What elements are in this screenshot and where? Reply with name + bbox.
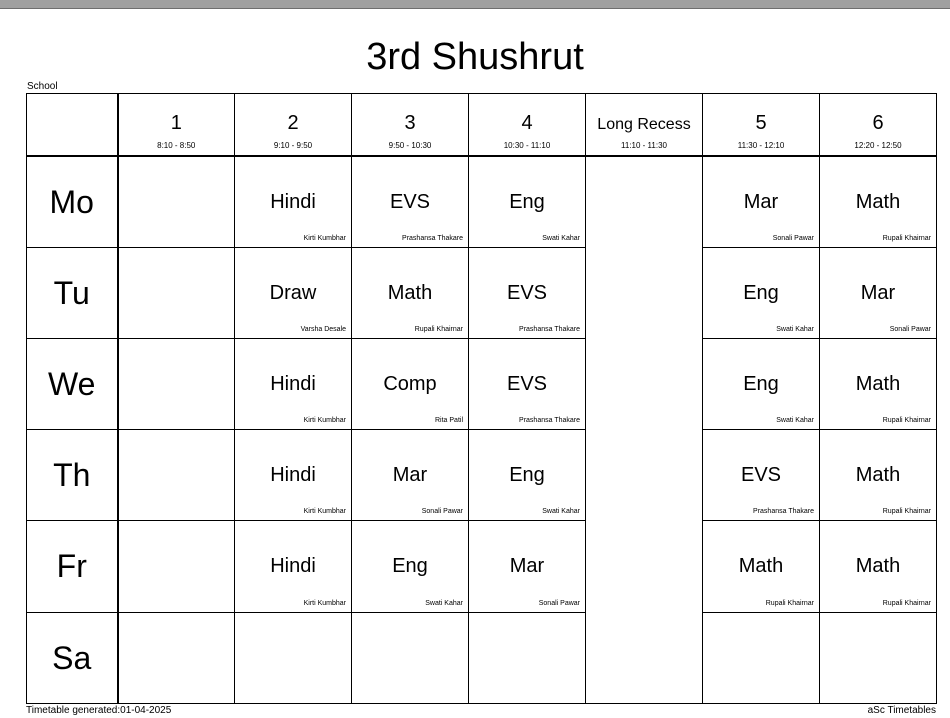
lesson-cell bbox=[820, 156, 937, 247]
day-row-fr bbox=[27, 521, 937, 612]
lesson-cell bbox=[118, 338, 235, 429]
lesson-cell bbox=[235, 247, 352, 338]
teacher: Sonali Pawar bbox=[889, 325, 931, 333]
subject: Mar bbox=[392, 464, 428, 487]
subject: Eng bbox=[743, 372, 779, 395]
period-label: 6 bbox=[872, 112, 884, 134]
subject: EVS bbox=[389, 190, 431, 213]
header-row bbox=[27, 94, 937, 156]
lesson-cell bbox=[820, 612, 937, 703]
period-label: 4 bbox=[521, 112, 533, 134]
subject: Hindi bbox=[270, 464, 316, 487]
teacher: Swati Kahar bbox=[425, 599, 463, 607]
lesson-cell bbox=[235, 521, 352, 612]
period-time: 9:50 - 10:30 bbox=[388, 141, 432, 150]
teacher: Sonali Pawar bbox=[772, 234, 814, 242]
lesson-cell bbox=[703, 612, 820, 703]
lesson-cell bbox=[352, 612, 469, 703]
period-time: 12:20 - 12:50 bbox=[854, 141, 902, 150]
teacher: Kirti Kumbhar bbox=[303, 508, 346, 516]
day-cell bbox=[27, 156, 118, 247]
period-header-4 bbox=[469, 94, 586, 156]
lesson-cell bbox=[469, 156, 586, 247]
lesson-cell bbox=[820, 521, 937, 612]
day-row-sa bbox=[27, 612, 937, 703]
long-recess-column bbox=[586, 156, 703, 704]
subject: Hindi bbox=[270, 190, 316, 213]
day-cell bbox=[27, 430, 118, 521]
day-cell bbox=[27, 521, 118, 612]
period-time: 9:10 - 9:50 bbox=[273, 141, 313, 150]
lesson-cell bbox=[469, 338, 586, 429]
period-label: Long Recess bbox=[597, 116, 691, 133]
subject: Math bbox=[855, 372, 901, 395]
lesson-cell bbox=[469, 430, 586, 521]
teacher: Kirti Kumbhar bbox=[303, 417, 346, 425]
day-name: Fr bbox=[56, 548, 87, 585]
lesson-cell bbox=[469, 521, 586, 612]
teacher: Prashansa Thakare bbox=[402, 234, 463, 242]
period-label: 5 bbox=[755, 112, 767, 134]
teacher: Swati Kahar bbox=[776, 325, 814, 333]
day-row-tu bbox=[27, 247, 937, 338]
subject: EVS bbox=[740, 464, 782, 487]
subject: Eng bbox=[743, 281, 779, 304]
lesson-cell bbox=[820, 338, 937, 429]
period-label: 1 bbox=[170, 112, 182, 134]
lesson-cell bbox=[703, 338, 820, 429]
lesson-cell bbox=[703, 521, 820, 612]
teacher: Swati Kahar bbox=[542, 508, 580, 516]
subject: Math bbox=[738, 555, 784, 578]
teacher: Kirti Kumbhar bbox=[303, 599, 346, 607]
lesson-cell bbox=[235, 612, 352, 703]
teacher: Rupali Khairnar bbox=[882, 234, 931, 242]
day-row-we bbox=[27, 338, 937, 429]
day-name: Th bbox=[53, 457, 91, 494]
period-label: 2 bbox=[287, 112, 299, 134]
subject: Eng bbox=[392, 555, 428, 578]
timetable-title: 3rd Shushrut bbox=[366, 36, 584, 78]
teacher: Sonali Pawar bbox=[421, 508, 463, 516]
lesson-cell bbox=[118, 156, 235, 247]
period-header-3 bbox=[352, 94, 469, 156]
day-cell bbox=[27, 247, 118, 338]
subject: Math bbox=[387, 281, 433, 304]
timetable-grid bbox=[26, 93, 937, 704]
subject: Mar bbox=[860, 281, 896, 304]
lesson-cell bbox=[469, 612, 586, 703]
teacher: Swati Kahar bbox=[776, 417, 814, 425]
lesson-cell bbox=[703, 156, 820, 247]
lesson-cell bbox=[703, 247, 820, 338]
period-time: 10:30 - 11:10 bbox=[503, 141, 551, 150]
teacher: Rupali Khairnar bbox=[882, 417, 931, 425]
period-header-6 bbox=[820, 94, 937, 156]
lesson-cell bbox=[235, 156, 352, 247]
day-name: Tu bbox=[53, 274, 90, 311]
day-name: Sa bbox=[52, 639, 92, 676]
window-top-divider bbox=[0, 8, 950, 9]
day-name: We bbox=[48, 365, 96, 402]
lesson-cell bbox=[118, 430, 235, 521]
corner-cell bbox=[27, 94, 118, 156]
day-row-mo bbox=[27, 156, 937, 247]
subject: EVS bbox=[506, 281, 548, 304]
period-time: 8:10 - 8:50 bbox=[157, 141, 196, 150]
school-label: School bbox=[27, 81, 58, 92]
subject: Draw bbox=[269, 281, 317, 304]
subject: Math bbox=[855, 464, 901, 487]
subject: Eng bbox=[509, 464, 545, 487]
lesson-cell bbox=[118, 612, 235, 703]
teacher: Swati Kahar bbox=[542, 234, 580, 242]
day-cell bbox=[27, 612, 118, 703]
subject: Math bbox=[855, 555, 901, 578]
teacher: Rita Patil bbox=[434, 417, 463, 425]
day-name: Mo bbox=[49, 183, 94, 220]
period-time: 11:30 - 12:10 bbox=[737, 141, 785, 150]
lesson-cell bbox=[235, 430, 352, 521]
teacher: Prashansa Thakare bbox=[753, 508, 814, 516]
period-header-2 bbox=[235, 94, 352, 156]
teacher: Kirti Kumbhar bbox=[303, 234, 346, 242]
period-time: 11:10 - 11:30 bbox=[621, 141, 667, 150]
teacher: Prashansa Thakare bbox=[519, 417, 580, 425]
teacher: Varsha Desale bbox=[300, 325, 346, 333]
teacher: Rupali Khairnar bbox=[765, 599, 814, 607]
brand-label: aSc Timetables bbox=[867, 705, 936, 716]
lesson-cell bbox=[352, 521, 469, 612]
lesson-cell bbox=[352, 338, 469, 429]
period-header-5 bbox=[703, 94, 820, 156]
subject: Math bbox=[855, 190, 901, 213]
period-label: 3 bbox=[404, 112, 416, 134]
lesson-cell bbox=[352, 156, 469, 247]
subject: Hindi bbox=[270, 555, 316, 578]
subject: Mar bbox=[743, 190, 779, 213]
lesson-cell bbox=[703, 430, 820, 521]
lesson-cell bbox=[820, 430, 937, 521]
period-header-long-recess bbox=[586, 94, 703, 156]
day-row-th bbox=[27, 430, 937, 521]
teacher: Rupali Khairnar bbox=[882, 508, 931, 516]
lesson-cell bbox=[352, 430, 469, 521]
lesson-cell bbox=[235, 338, 352, 429]
lesson-cell bbox=[469, 247, 586, 338]
lesson-cell bbox=[352, 247, 469, 338]
teacher: Prashansa Thakare bbox=[519, 325, 580, 333]
teacher: Rupali Khairnar bbox=[882, 599, 931, 607]
subject: Mar bbox=[509, 555, 545, 578]
lesson-cell bbox=[820, 247, 937, 338]
subject: EVS bbox=[506, 372, 548, 395]
teacher: Sonali Pawar bbox=[538, 599, 580, 607]
subject: Hindi bbox=[270, 372, 316, 395]
generated-date: Timetable generated:01-04-2025 bbox=[26, 705, 172, 716]
lesson-cell bbox=[118, 521, 235, 612]
period-header-1 bbox=[118, 94, 235, 156]
lesson-cell bbox=[118, 247, 235, 338]
teacher: Rupali Khairnar bbox=[414, 325, 463, 333]
window-top-bar bbox=[0, 0, 950, 8]
subject: Eng bbox=[509, 190, 545, 213]
subject: Comp bbox=[383, 372, 437, 395]
day-cell bbox=[27, 338, 118, 429]
